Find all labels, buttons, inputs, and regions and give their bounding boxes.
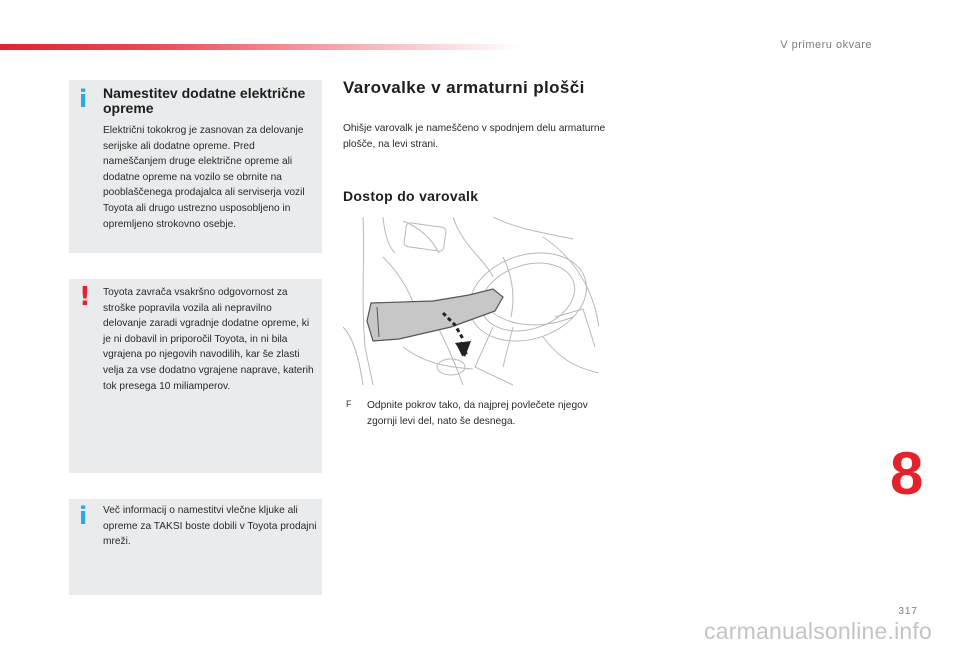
instruction-bullet: F: [346, 399, 352, 409]
info-box-text: Električni tokokrog je zasnovan za delovanje serijske ali dodatne opreme. Pred nameščanjem druge električne opreme ali dodatne opreme na vozilo se obrnite na pooblaščenega prodajalca ali serviserja vozil Toyota ali drugo ustrezno usposobljeno in opremljeno strokovno osebje.: [103, 125, 305, 230]
header-accent-bar: [0, 44, 520, 50]
section-title: V primeru okvare: [780, 39, 872, 51]
section-subtitle: Dostop do varovalk: [343, 188, 479, 204]
page-title: Varovalke v armaturni plošči: [343, 78, 585, 97]
info-box-electrical-equipment: [69, 80, 322, 253]
info-icon: i: [79, 502, 88, 530]
instruction-text: Odpnite pokrov tako, da najprej povlečete njegov zgornji levi del, nato še desnega.: [367, 400, 588, 427]
chapter-number: 8: [890, 440, 924, 507]
page-number: 317: [898, 606, 918, 617]
info-box-title: Namestitev dodatne električne opreme: [103, 85, 306, 116]
fusebox-cover: [367, 289, 503, 341]
warning-icon: !: [79, 282, 91, 312]
warning-box: [69, 279, 322, 473]
dashboard-illustration-svg: [343, 217, 599, 387]
intro-paragraph: Ohišje varovalk je nameščeno v spodnjem delu armaturne plošče, na levi strani.: [343, 123, 606, 150]
info-box-text: Več informacij o namestitvi vlečne kljuke ali opreme za TAKSI boste dobili v Toyota prodajni mreži.: [103, 505, 317, 548]
dashboard-fusebox-illustration: [343, 217, 599, 387]
warning-box-text: Toyota zavrača vsakršno odgovornost za stroške popravila vozila ali nepravilno delovanje zaradi vgradnje dodatne opreme, ki je ni dobavil in priporočil Toyota, in ni bila vgrajena po njegovih navodilih, kar še zlasti velja za vse dodatno vgrajene naprave, katerih tok presega 10 miliamperov.: [103, 287, 314, 392]
info-box-towing: [69, 499, 322, 595]
watermark: carmanualsonline.info: [704, 618, 932, 644]
info-icon: i: [79, 85, 88, 113]
